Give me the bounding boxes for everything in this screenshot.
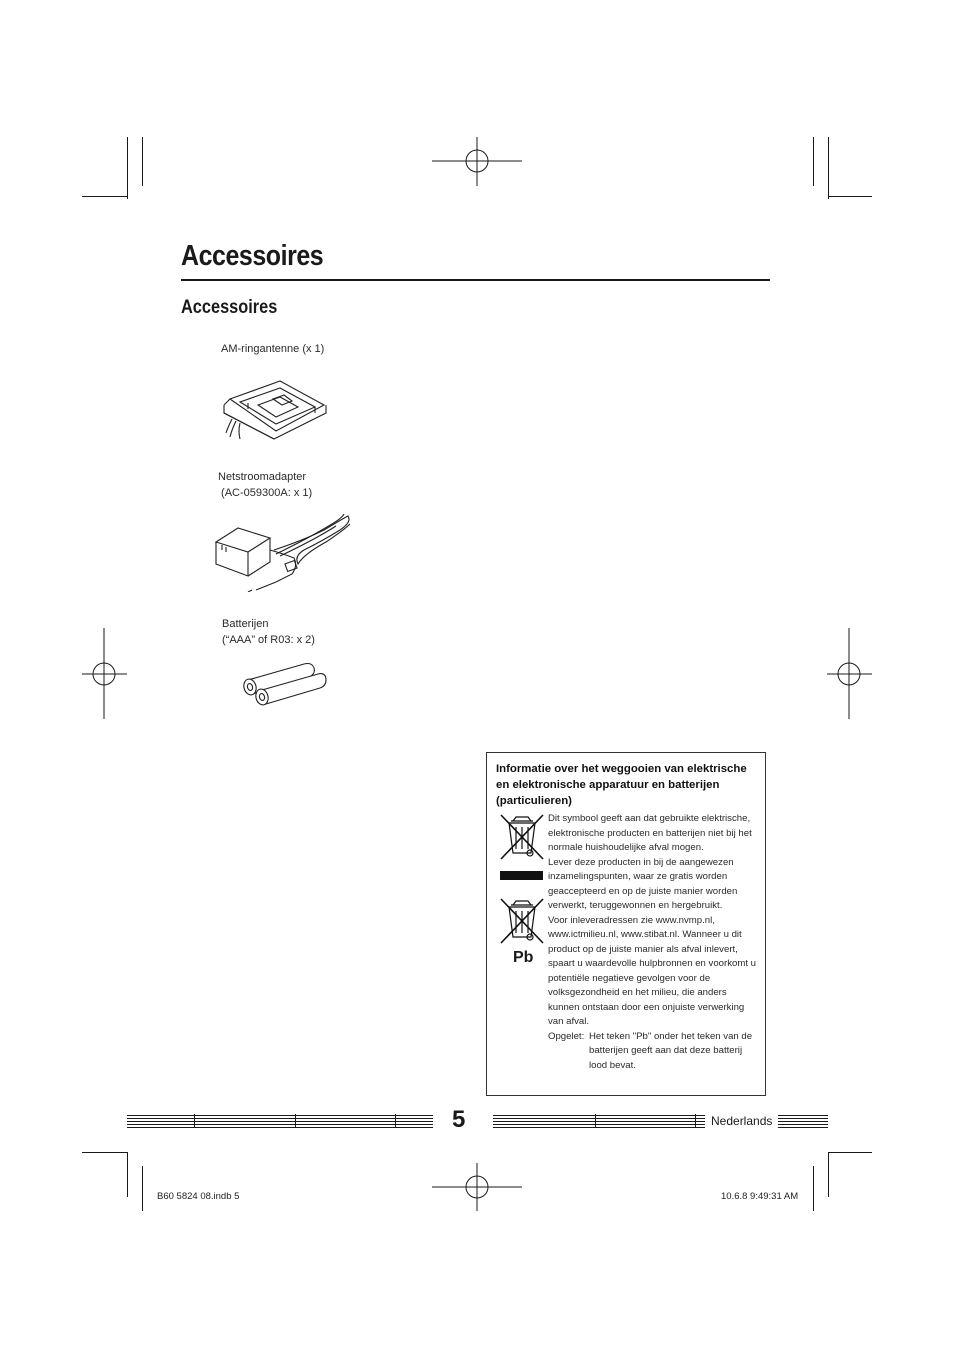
disposal-notice [486, 752, 766, 1096]
page-number: 5 [452, 1106, 466, 1133]
footer-language: Nederlands [711, 1114, 773, 1128]
ac-adapter-icon [214, 510, 352, 592]
accessory-caption-batteries: Batterijen (“AAA” of R03: x 2) [222, 618, 315, 646]
am-loop-antenna-icon [218, 375, 333, 447]
crossed-bin-pb-icon [499, 897, 545, 945]
notice-body [548, 812, 758, 1073]
caution-label: Opgelet: [548, 1030, 585, 1042]
notice-paragraph-2: Lever deze producten in bij de aangewezen inzamelingspunten, waar ze gratis worden geaccepteerd en op de juiste manier worden verwerkt, teruggewonnen en hergebruikt. [548, 856, 738, 911]
slug-date: 10.6.8 9:49:31 AM [721, 1191, 799, 1202]
notice-title: Informatie over het weggooien van elektrische en elektronische apparatuur en batterijen (particulieren) [496, 763, 747, 807]
bar-symbol [500, 871, 543, 880]
crossed-bin-icon [499, 813, 545, 861]
notice-paragraph-1: Dit symbool geeft aan dat gebruikte elektrische, elektronische producten en batterijen niet bij het normale huishoudelijke afval mogen. [548, 813, 752, 853]
notice-caution [548, 1030, 758, 1074]
page-title: Accessoires [181, 240, 324, 272]
slug-file: B60 5824 08.indb 5 [157, 1191, 240, 1202]
notice-paragraph-3: Voor inleveradressen zie www.nvmp.nl, www.ictmilieu.nl, www.stibat.nl. Wanneer u dit product op de juiste manier als afval inlevert, spaart u waardevolle hulpbronnen en voorkomt u potentiële negatieve gevolgen voor de volksgezondheid en het milieu, die anders kunnen ontstaan door een onjuiste verwerking van afval. [548, 914, 756, 1027]
section-title: Accessoires [181, 297, 278, 318]
caution-text: Het teken "Pb" onder het teken van de batterijen geeft aan dat deze batterij lood bevat. [589, 1030, 753, 1071]
accessory-caption-antenna: AM-ringantenne (x 1) [221, 343, 325, 355]
accessory-caption-adapter: Netstroomadapter (AC-059300A: x 1) [218, 471, 313, 499]
batteries-icon [240, 656, 328, 706]
pb-label: Pb [513, 949, 534, 966]
title-rule [181, 279, 770, 281]
footer-rules [0, 1110, 954, 1132]
